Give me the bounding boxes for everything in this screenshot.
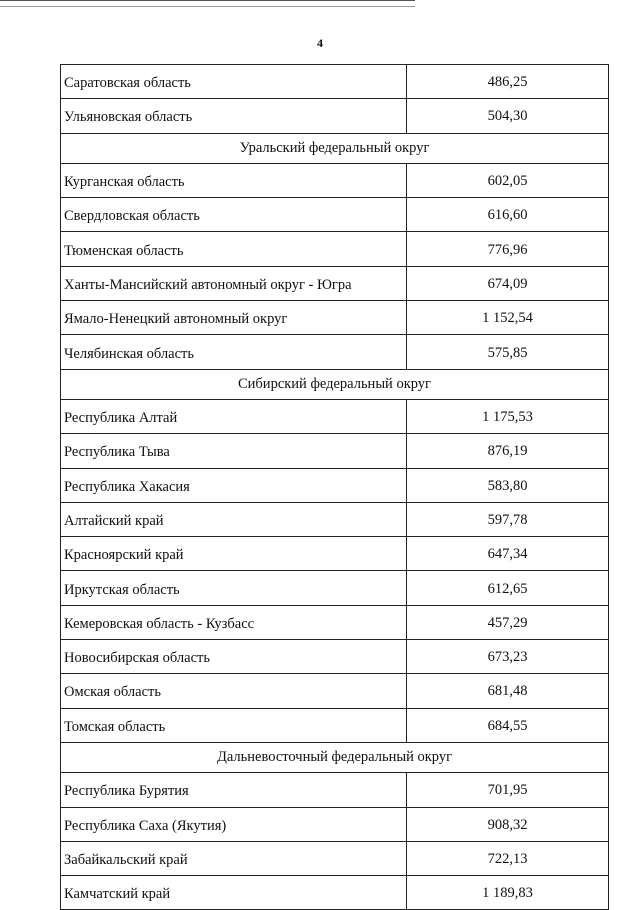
region-name: Кемеровская область - Кузбасс	[61, 605, 407, 639]
region-value: 1 189,83	[407, 876, 609, 910]
table-row	[61, 434, 609, 468]
region-name: Алтайский край	[61, 502, 407, 536]
region-name: Республика Алтай	[61, 399, 407, 433]
region-value: 701,95	[407, 773, 609, 807]
region-name: Омская область	[61, 674, 407, 708]
region-name: Челябинская область	[61, 335, 407, 369]
table-row	[61, 502, 609, 536]
region-name: Иркутская область	[61, 571, 407, 605]
region-value: 486,25	[407, 65, 609, 99]
region-name: Республика Бурятия	[61, 773, 407, 807]
region-name: Томская область	[61, 708, 407, 742]
table-row	[61, 65, 609, 99]
region-name: Республика Хакасия	[61, 468, 407, 502]
table-row	[61, 232, 609, 266]
region-name: Тюменская область	[61, 232, 407, 266]
region-name: Красноярский край	[61, 537, 407, 571]
table-body	[61, 65, 609, 910]
region-name: Камчатский край	[61, 876, 407, 910]
region-name: Свердловская область	[61, 198, 407, 232]
section-header-row	[61, 742, 609, 772]
page-number: 4	[317, 36, 323, 50]
region-name: Ямало-Ненецкий автономный округ	[61, 301, 407, 335]
region-value: 684,55	[407, 708, 609, 742]
table-row	[61, 674, 609, 708]
region-value: 575,85	[407, 335, 609, 369]
region-value: 457,29	[407, 605, 609, 639]
region-value: 876,19	[407, 434, 609, 468]
region-value: 673,23	[407, 640, 609, 674]
section-header-row	[61, 369, 609, 399]
region-name: Забайкальский край	[61, 841, 407, 875]
region-value: 583,80	[407, 468, 609, 502]
region-value: 602,05	[407, 163, 609, 197]
region-value: 1 175,53	[407, 399, 609, 433]
region-value: 674,09	[407, 266, 609, 300]
region-values-table	[60, 64, 609, 910]
region-value: 647,34	[407, 537, 609, 571]
table-row	[61, 571, 609, 605]
region-value: 504,30	[407, 99, 609, 133]
region-name: Республика Тыва	[61, 434, 407, 468]
region-value: 908,32	[407, 807, 609, 841]
table-row	[61, 773, 609, 807]
region-value: 776,96	[407, 232, 609, 266]
top-border-line	[0, 0, 415, 1]
table-row	[61, 605, 609, 639]
top-border-line-secondary	[0, 6, 415, 7]
table-row	[61, 841, 609, 875]
table-row	[61, 301, 609, 335]
section-title: Дальневосточный федеральный округ	[61, 742, 609, 772]
region-name: Республика Саха (Якутия)	[61, 807, 407, 841]
table-row	[61, 640, 609, 674]
region-name: Новосибирская область	[61, 640, 407, 674]
table-row	[61, 468, 609, 502]
region-value: 597,78	[407, 502, 609, 536]
region-value: 1 152,54	[407, 301, 609, 335]
region-value: 612,65	[407, 571, 609, 605]
section-title: Сибирский федеральный округ	[61, 369, 609, 399]
table-row	[61, 537, 609, 571]
region-value: 681,48	[407, 674, 609, 708]
region-value: 616,60	[407, 198, 609, 232]
section-header-row	[61, 133, 609, 163]
region-value: 722,13	[407, 841, 609, 875]
table-row	[61, 708, 609, 742]
table-row	[61, 335, 609, 369]
table-row	[61, 266, 609, 300]
table-row	[61, 99, 609, 133]
table-row	[61, 163, 609, 197]
region-name: Курганская область	[61, 163, 407, 197]
region-name: Ульяновская область	[61, 99, 407, 133]
region-name: Саратовская область	[61, 65, 407, 99]
table-row	[61, 198, 609, 232]
table-row	[61, 807, 609, 841]
section-title: Уральский федеральный округ	[61, 133, 609, 163]
region-name: Ханты-Мансийский автономный округ - Югра	[61, 266, 407, 300]
table-row	[61, 399, 609, 433]
